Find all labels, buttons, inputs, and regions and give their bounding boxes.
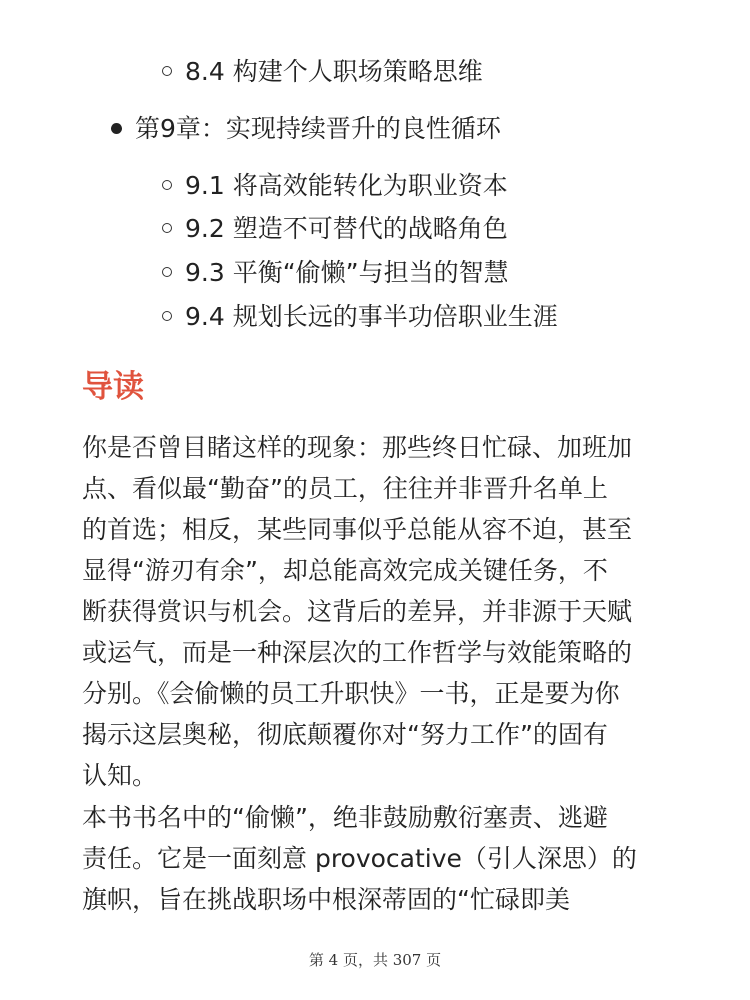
toc-item-chapter-9 — [111, 112, 501, 146]
text-line: 认知。 — [82, 761, 158, 790]
text-line: 点、看似最“勤奋”的员工，往往并非晋升名单上 — [82, 474, 608, 503]
toc-item-label: 9.4 规划长远的事半功倍职业生涯 — [185, 302, 558, 331]
circle-bullet-icon — [162, 267, 172, 277]
circle-bullet-icon — [162, 223, 172, 233]
text-line: 分别。《会偷懒的员工升职快》一书，正是要为你 — [82, 679, 620, 708]
toc-item-label: 8.4 构建个人职场策略思维 — [185, 57, 483, 86]
circle-bullet-icon — [162, 66, 172, 76]
toc-item-label: 9.2 塑造不可替代的战略角色 — [185, 214, 508, 243]
text-line: 旗帜，旨在挑战职场中根深蒂固的“忙碌即美 — [82, 885, 570, 914]
text-line: 的首选；相反，某些同事似乎总能从容不迫，甚至 — [82, 515, 633, 544]
text-line: 揭示这层奥秘，彻底颠覆你对“努力工作”的固有 — [82, 720, 608, 749]
toc-item-label: 9.3 平衡“偷懒”与担当的智慧 — [185, 258, 509, 287]
circle-bullet-icon — [162, 311, 172, 321]
text-line: 本书书名中的“偷懒”，绝非鼓励敷衍塞责、逃避 — [82, 803, 608, 832]
page-number-footer: 第 4 页，共 307 页 — [308, 951, 442, 969]
toc-item-label: 9.1 将高效能转化为职业资本 — [185, 171, 508, 200]
text-line: 或运气，而是一种深层次的工作哲学与效能策略的 — [82, 638, 633, 667]
text-line: 你是否曾目睹这样的现象：那些终日忙碌、加班加 — [82, 433, 633, 462]
toc-item-9-3 — [162, 256, 509, 290]
intro-paragraph-1 — [82, 427, 672, 796]
toc-item-9-1 — [162, 169, 508, 203]
circle-bullet-icon — [162, 180, 172, 190]
toc-item-9-2 — [162, 212, 508, 246]
toc-item-label: 第9章：实现持续晋升的良性循环 — [135, 114, 501, 143]
section-heading-intro: 导读 — [82, 369, 144, 405]
text-line: 断获得赏识与机会。这背后的差异，并非源于天赋 — [82, 597, 633, 626]
toc-item-8-4 — [162, 55, 483, 89]
text-line: 显得“游刃有余”，却总能高效完成关键任务，不 — [82, 556, 608, 585]
disc-bullet-icon — [111, 123, 122, 134]
intro-paragraph-2 — [82, 797, 672, 920]
toc-item-9-4 — [162, 300, 558, 334]
text-line: 责任。它是一面刻意 provocative（引人深思）的 — [82, 844, 637, 873]
